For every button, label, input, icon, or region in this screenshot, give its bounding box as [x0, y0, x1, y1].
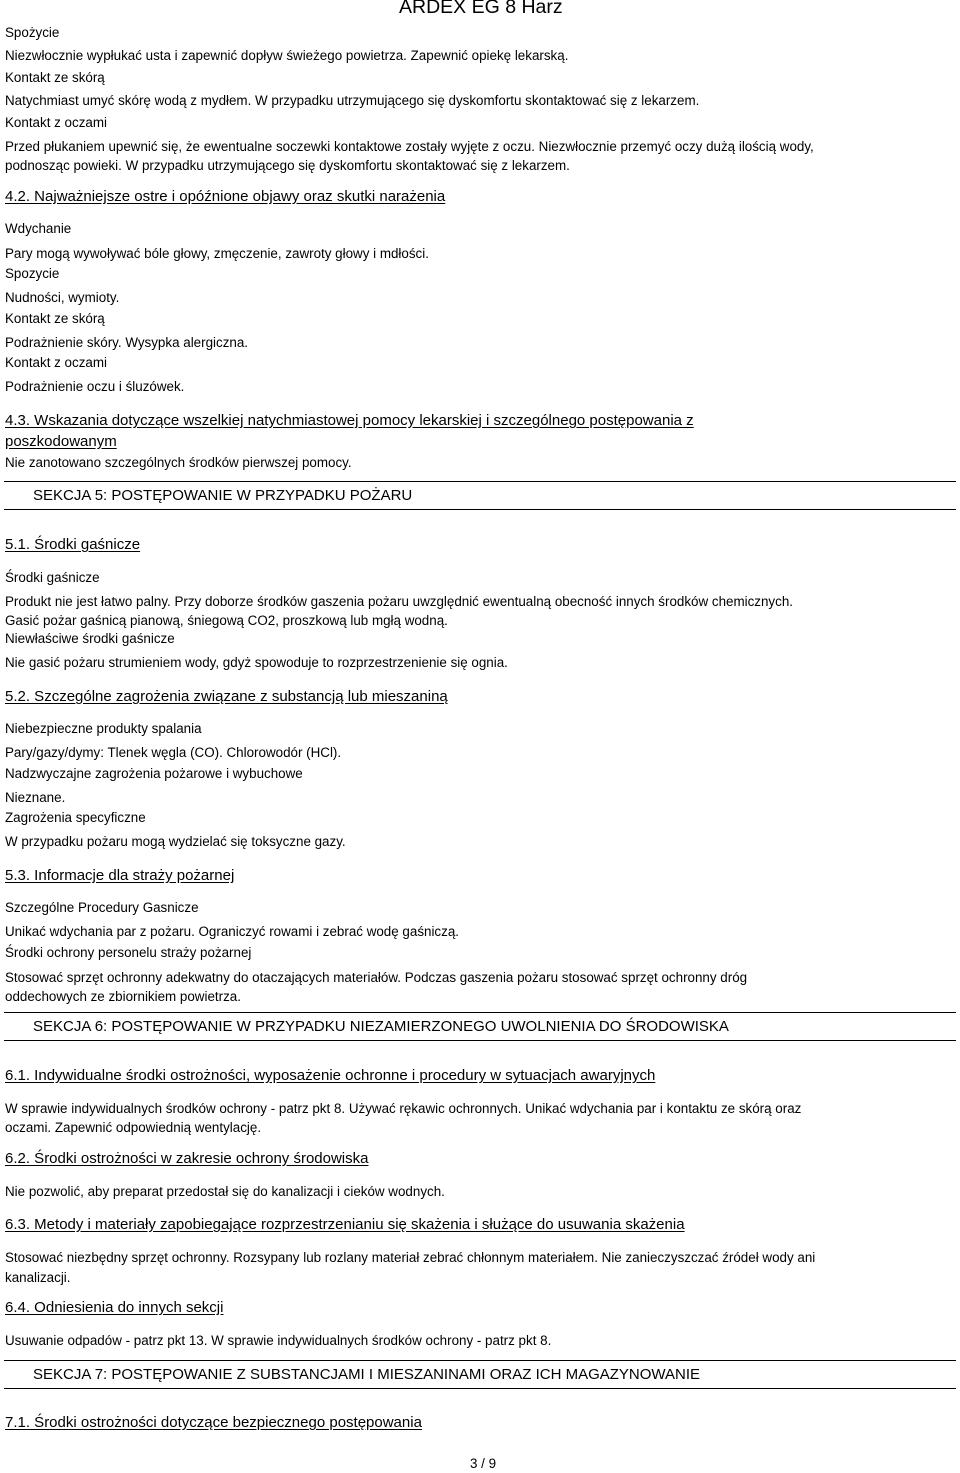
- ingestion-label: Spożycie: [5, 25, 60, 40]
- eye-symptoms-text: Podrażnienie oczu i śluzówek.: [5, 379, 185, 394]
- heading-5-2: 5.2. Szczególne zagrożenia związane z substancją lub mieszaniną: [5, 688, 448, 705]
- combustion-products-text: Pary/gazy/dymy: Tlenek węgla (CO). Chlorowodór (HCl).: [5, 745, 342, 760]
- ingestion-symptoms-text: Nudności, wymioty.: [5, 290, 120, 305]
- eye-contact-label: Kontakt z oczami: [5, 115, 107, 130]
- section-6-3-text-line1: Stosować niezbędny sprzęt ochronny. Rozsypany lub rozlany materiał zebrać chłonnym materiałem. Nie zanieczyszczać źródeł wody ani: [5, 1250, 816, 1265]
- firefighting-procedures-label: Szczególne Procedury Gasnicze: [5, 900, 199, 915]
- section-6-3-text-line2: kanalizacji.: [5, 1270, 71, 1285]
- section-6-2-text: Nie pozwolić, aby preparat przedostał się do kanalizacji i cieków wodnych.: [5, 1184, 445, 1199]
- firefighting-procedures-text: Unikać wdychania par z pożaru. Ograniczyć rowami i zebrać wodę gaśniczą.: [5, 924, 459, 939]
- skin-symptoms-text: Podrażnienie skóry. Wysypka alergiczna.: [5, 335, 248, 350]
- section-5-title: SEKCJA 5: POSTĘPOWANIE W PRZYPADKU POŻARU: [33, 487, 413, 504]
- heading-6-1: 6.1. Indywidualne środki ostrożności, wyposażenie ochronne i procedury w sytuacjach awaryjnych: [5, 1067, 656, 1084]
- ingestion-symptoms-label: Spozycie: [5, 266, 60, 281]
- skin-contact-text: Natychmiast umyć skórę wodą z mydłem. W przypadku utrzymującego się dyskomfortu skontaktować się z lekarzem.: [5, 93, 700, 108]
- skin-symptoms-label: Kontakt ze skórą: [5, 311, 105, 326]
- fire-hazards-label: Nadzwyczajne zagrożenia pożarowe i wybuchowe: [5, 766, 303, 781]
- combustion-products-label: Niebezpieczne produkty spalania: [5, 721, 202, 736]
- skin-contact-label: Kontakt ze skórą: [5, 70, 105, 85]
- document-title: ARDEX EG 8 Harz: [399, 0, 563, 18]
- eye-contact-text-line1: Przed płukaniem upewnić się, że ewentualne soczewki kontaktowe zostały wyjęte z oczu. Niezwłocznie przemyć oczy dużą ilością wody,: [5, 139, 814, 154]
- heading-5-1: 5.1. Środki gaśnicze: [5, 536, 141, 553]
- heading-6-2: 6.2. Środki ostrożności w zakresie ochrony środowiska: [5, 1150, 369, 1167]
- heading-6-4: 6.4. Odniesienia do innych sekcji: [5, 1299, 224, 1316]
- page-number: 3 / 9: [470, 1456, 497, 1471]
- section-7-banner: [4, 1360, 956, 1389]
- section-6-title: SEKCJA 6: POSTĘPOWANIE W PRZYPADKU NIEZAMIERZONEGO UWOLNIENIA DO ŚRODOWISKA: [33, 1018, 729, 1035]
- section-6-4-text: Usuwanie odpadów - patrz pkt 13. W sprawie indywidualnych środków ochrony - patrz pkt 8.: [5, 1333, 552, 1348]
- section-6-banner: [4, 1012, 956, 1041]
- specific-hazards-label: Zagrożenia specyficzne: [5, 810, 146, 825]
- firefighter-protection-text-line2: oddechowych ze zbiornikiem powietrza.: [5, 989, 241, 1004]
- firefighter-protection-text-line1: Stosować sprzęt ochronny adekwatny do otaczających materiałów. Podczas gaszenia pożaru stosować sprzęt ochronny dróg: [5, 970, 748, 985]
- eye-symptoms-label: Kontakt z oczami: [5, 355, 107, 370]
- section-6-1-text-line2: oczami. Zapewnić odpowiednią wentylację.: [5, 1120, 262, 1135]
- inhalation-text: Pary mogą wywoływać bóle głowy, zmęczenie, zawroty głowy i mdłości.: [5, 246, 429, 261]
- ingestion-text: Niezwłocznie wypłukać usta i zapewnić dopływ świeżego powietrza. Zapewnić opiekę lekarską.: [5, 48, 569, 63]
- specific-hazards-text: W przypadku pożaru mogą wydzielać się toksyczne gazy.: [5, 834, 346, 849]
- unsuitable-extinguishing-text: Nie gasić pożaru strumieniem wody, gdyż spowoduje to rozprzestrzenienie się ognia.: [5, 655, 508, 670]
- section-4-3-text: Nie zanotowano szczególnych środków pierwszej pomocy.: [5, 455, 352, 470]
- heading-7-1: 7.1. Środki ostrożności dotyczące bezpiecznego postępowania: [5, 1414, 422, 1431]
- heading-6-3: 6.3. Metody i materiały zapobiegające rozprzestrzenianiu się skażenia i służące do usuwania skażenia: [5, 1216, 685, 1233]
- section-5-banner: [4, 481, 956, 510]
- section-6-1-text-line1: W sprawie indywidualnych środków ochrony - patrz pkt 8. Używać rękawic ochronnych. Unikać wdychania par i kontaktu ze skórą oraz: [5, 1101, 802, 1116]
- extinguishing-text-line1: Produkt nie jest łatwo palny. Przy doborze środków gaszenia pożaru uwzględnić ewentualną obecność innych środków chemicznych.: [5, 594, 793, 609]
- inhalation-label: Wdychanie: [5, 221, 72, 236]
- extinguishing-label: Środki gaśnicze: [5, 570, 100, 585]
- extinguishing-text-line2: Gasić pożar gaśnicą pianową, śniegową CO2, proszkową lub mgłą wodną.: [5, 613, 448, 628]
- heading-4-2: 4.2. Najważniejsze ostre i opóźnione objawy oraz skutki narażenia: [5, 188, 446, 205]
- heading-4-3-line1: 4.3. Wskazania dotyczące wszelkiej natychmiastowej pomocy lekarskiej i szczególnego postępowania z: [5, 412, 694, 429]
- heading-5-3: 5.3. Informacje dla straży pożarnej: [5, 867, 235, 884]
- fire-hazards-text: Nieznane.: [5, 790, 66, 805]
- heading-4-3-line2: poszkodowanym: [5, 433, 117, 450]
- eye-contact-text-line2: podnosząc powieki. W przypadku utrzymującego się dyskomfortu skontaktować się z lekarzem.: [5, 158, 570, 173]
- firefighter-protection-label: Środki ochrony personelu straży pożarnej: [5, 945, 252, 960]
- section-7-title: SEKCJA 7: POSTĘPOWANIE Z SUBSTANCJAMI I MIESZANINAMI ORAZ ICH MAGAZYNOWANIE: [33, 1366, 701, 1383]
- unsuitable-extinguishing-label: Niewłaściwe środki gaśnicze: [5, 631, 175, 646]
